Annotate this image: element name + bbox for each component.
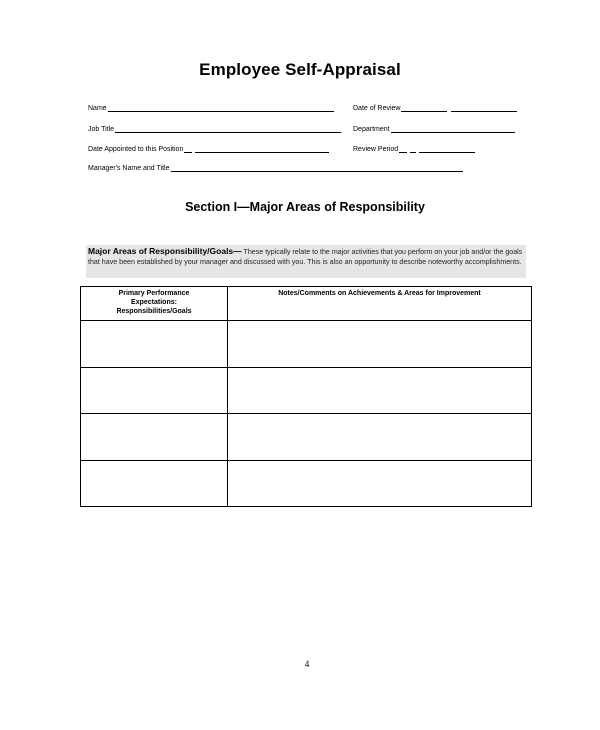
department-line[interactable] xyxy=(391,132,515,133)
review-period-line-1[interactable] xyxy=(399,152,407,153)
job-title-field[interactable] xyxy=(88,125,341,134)
header-line-3: Responsibilities/Goals xyxy=(116,308,192,315)
table-row xyxy=(81,460,532,506)
responsibility-cell[interactable] xyxy=(81,321,228,367)
date-appointed-line-2[interactable] xyxy=(195,152,329,153)
date-of-review-field[interactable] xyxy=(353,104,517,113)
job-title-label: Job Title xyxy=(88,126,115,133)
responsibilities-table xyxy=(80,286,532,507)
responsibility-cell[interactable] xyxy=(81,460,228,506)
responsibilities-header xyxy=(81,287,228,321)
document-title: Employee Self-Appraisal xyxy=(199,60,401,79)
notes-header xyxy=(228,287,532,321)
managers-name-line[interactable] xyxy=(171,171,463,172)
table-header-row xyxy=(81,287,532,321)
date-appointed-line-1[interactable] xyxy=(184,152,192,153)
review-period-line-3[interactable] xyxy=(419,152,475,153)
responsibility-cell[interactable] xyxy=(81,367,228,413)
managers-name-label: Manager's Name and Title xyxy=(88,165,170,172)
review-period-field[interactable] xyxy=(353,145,475,154)
section-title: Section I—Major Areas of Responsibility xyxy=(185,200,425,214)
header-line-1: Primary Performance xyxy=(118,290,190,297)
date-appointed-label: Date Appointed to this Position xyxy=(88,146,184,153)
instructions-text: These typically relate to the major activities that you perform on your job and/or the goals that have been established by your manager and discussed with you. This is also an opportunity to describe noteworthy accomplishments. xyxy=(88,248,523,266)
name-field[interactable] xyxy=(88,104,334,113)
department-label: Department xyxy=(353,126,390,133)
name-line[interactable] xyxy=(108,111,334,112)
instructions-heading: Major Areas of Responsibility/Goals— xyxy=(88,246,242,256)
managers-name-field[interactable] xyxy=(88,164,463,173)
notes-header-text: Notes/Comments on Achievements & Areas for Improvement xyxy=(278,290,481,297)
page-number: 4 xyxy=(304,659,310,669)
job-title-line[interactable] xyxy=(115,132,341,133)
name-label: Name xyxy=(88,105,107,112)
notes-cell[interactable] xyxy=(228,414,532,460)
review-period-line-2[interactable] xyxy=(410,152,416,153)
notes-cell[interactable] xyxy=(228,367,532,413)
date-of-review-line-1[interactable] xyxy=(401,111,447,112)
notes-cell[interactable] xyxy=(228,321,532,367)
notes-cell[interactable] xyxy=(228,460,532,506)
date-appointed-field[interactable] xyxy=(88,145,329,154)
table-row xyxy=(81,321,532,367)
table-row xyxy=(81,367,532,413)
date-of-review-label: Date of Review xyxy=(353,105,401,112)
header-line-2: Expectations: xyxy=(131,299,177,306)
department-field[interactable] xyxy=(353,125,515,134)
review-period-label: Review Period xyxy=(353,146,399,153)
responsibility-cell[interactable] xyxy=(81,414,228,460)
date-of-review-line-2[interactable] xyxy=(451,111,517,112)
instructions-box xyxy=(86,245,526,278)
table-row xyxy=(81,414,532,460)
